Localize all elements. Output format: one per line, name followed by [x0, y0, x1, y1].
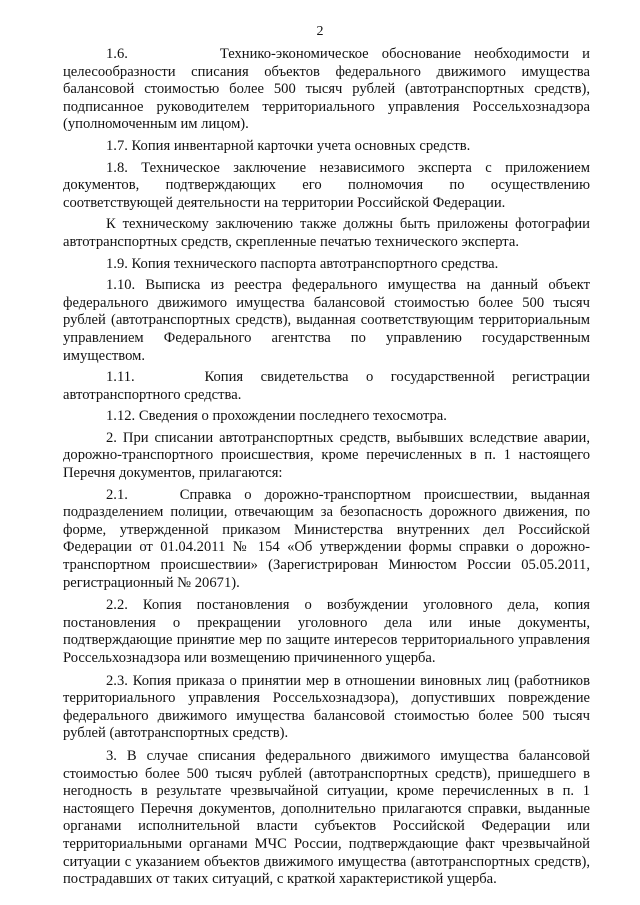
document-body: [63, 46, 590, 893]
page-number: 2: [316, 24, 324, 39]
paragraph-1-7: 1.7. Копия инвентарной карточки учета основных средств.: [106, 137, 471, 154]
paragraph-1-9: 1.9. Копия технического паспорта автотранспортного средства.: [106, 255, 499, 272]
paragraph-1-12: 1.12. Сведения о прохождении последнего техосмотра.: [106, 408, 447, 425]
paragraph-2-1: 2.1. Справка о дорожно-транспортном происшествии, выданная подразделением полиции, отвечающим за безопасность дорожного движения, по форме, утвержденной приказом Министерства внутренних дел Российской Федерации от 01.04.2011 № 154 «Об утверждении формы справки о дорожно-транспортном происшествии» (Зарегистрирован Минюстом России 05.05.2011, регистрационный № 20671).: [63, 486, 590, 591]
paragraph-photos-note: К техническому заключению также должны быть приложены фотографии автотранспортных средств, скрепленные печатью технического эксперта.: [63, 216, 590, 250]
paragraph-3: 3. В случае списания федерального движимого имущества балансовой стоимостью более 500 тысяч рублей (автотранспортных средств), пришедшего в негодность в результате чрезвычайной ситуации, кроме перечисленных в п. 1 настоящего Перечня документов, дополнительно прилагаются справки, выданные органами исполнительной власти субъектов Российской Федерации или территориальными органами МЧС России, подтверждающие факт чрезвычайной ситуации с указанием объектов движимого имущества (автотранспортных средств), пострадавших от таких ситуаций, с краткой характеристикой ущерба.: [63, 747, 590, 888]
paragraph-1-8: 1.8. Техническое заключение независимого эксперта с приложением документов, подтверждающих его полномочия по осуществлению соответствующей деятельности на территории Российской Федерации.: [63, 159, 590, 211]
paragraph-1-10: 1.10. Выписка из реестра федерального имущества на данный объект федерального движимого имущества балансовой стоимостью более 500 тысяч рублей (автотранспортных средств), выданная соответствующим территориальным управлением Федерального агентства по управлению государственным имуществом.: [63, 277, 590, 364]
paragraph-2-3: 2.3. Копия приказа о принятии мер в отношении виновных лиц (работников территориального управления Россельхознадзора), допустивших повреждение федерального движимого имущества балансовой стоимостью более 500 тысяч рублей (автотранспортных средств).: [63, 672, 590, 742]
paragraph-2: 2. При списании автотранспортных средств, выбывших вследствие аварии, дорожно-транспортного происшествия, кроме перечисленных в п. 1 настоящего Перечня документов, прилагаются:: [63, 429, 590, 482]
paragraph-2-2: 2.2. Копия постановления о возбуждении уголовного дела, копия постановления о прекращении уголовного дела или иные документы, подтверждающие принятие мер по защите интересов территориального управления Россельхознадзора или возмещению причиненного ущерба.: [63, 597, 590, 666]
paragraph-1-11: 1.11. Копия свидетельства о государственной регистрации автотранспортного средства.: [63, 369, 590, 403]
paragraph-1-6: 1.6. Технико-экономическое обоснование необходимости и целесообразности списания объектов федерального движимого имущества балансовой стоимостью более 500 тысяч рублей (автотранспортных средств), подписанное руководителем территориального управления Россельхознадзора (уполномоченным им лицом).: [63, 46, 590, 133]
